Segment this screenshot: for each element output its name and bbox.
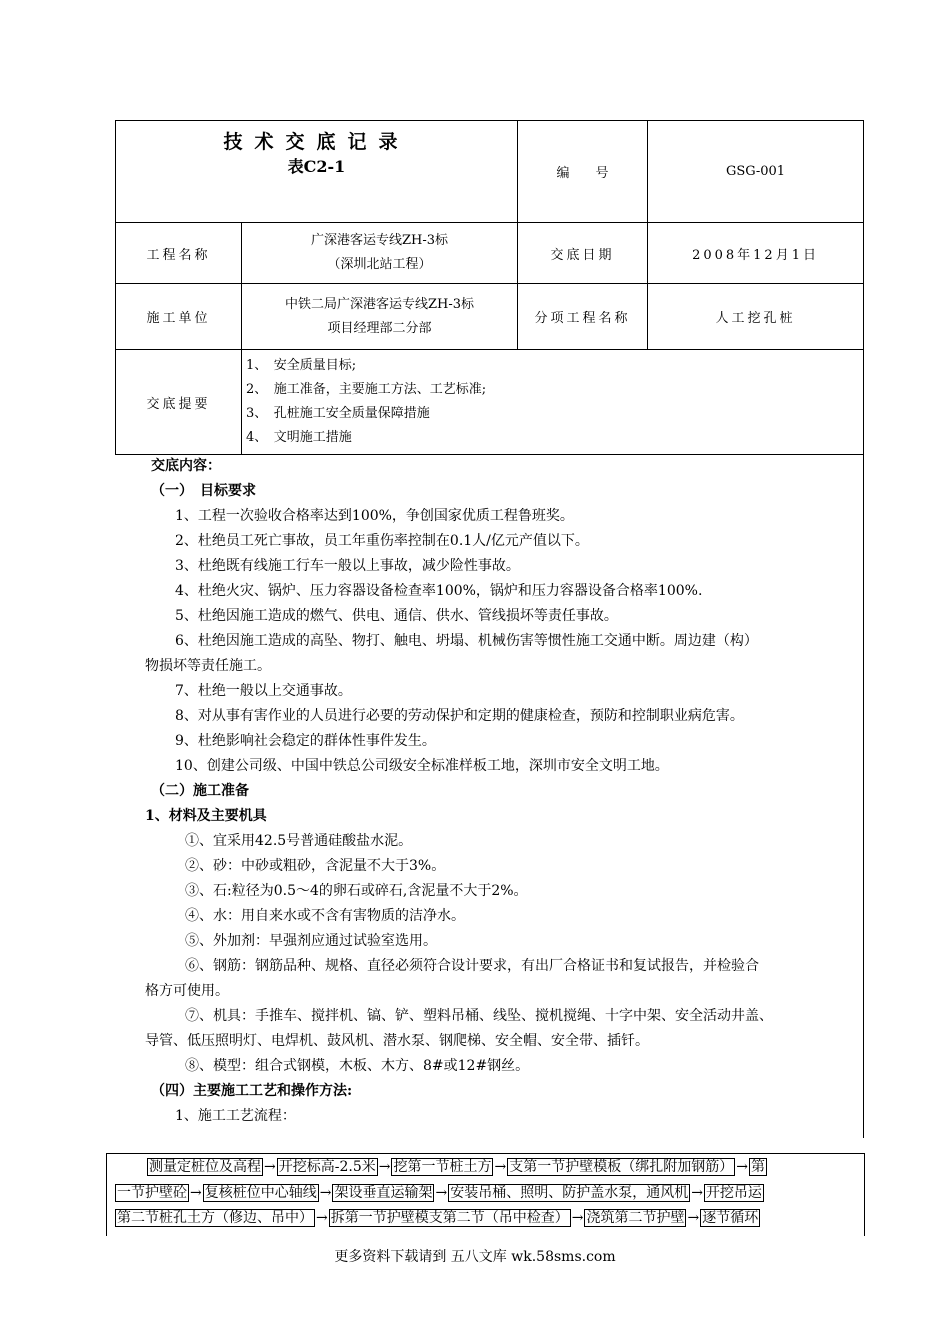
flow-step: 安装吊桶、照明、防护盖水泵，通风机	[450, 1185, 689, 1201]
arrow-icon: →	[378, 1159, 391, 1175]
material-item: ②、砂：中砂或粗砂，含泥量不大于3%。	[185, 858, 446, 874]
flow-step: 开挖标高-2.5米	[278, 1159, 376, 1175]
material-item: ③、石:粒径为0.5～4的卵石或碎石,含泥量不大于2%。	[185, 883, 528, 899]
goal-item: 7、杜绝一般以上交通事故。	[175, 683, 352, 699]
material-item: ⑦、机具：手推车、搅拌机、镐、铲、塑料吊桶、线坠、搅机搅绳、十字中架、安全活动井盖、	[185, 1008, 773, 1024]
material-item: ①、宜采用42.5号普通硅酸盐水泥。	[185, 833, 413, 849]
summary-item: 1、 安全质量目标;	[246, 358, 357, 373]
process-flow	[106, 1153, 865, 1236]
arrow-icon: →	[571, 1210, 584, 1226]
flow-step: 开挖吊运	[705, 1185, 762, 1201]
arrow-icon: →	[435, 1185, 448, 1201]
goal-item: 2、杜绝员工死亡事故，员工年重伤率控制在0.1人/亿元产值以下。	[175, 533, 589, 549]
disclosure-content	[115, 454, 864, 1138]
flow-step: 逐节循环	[702, 1210, 759, 1226]
goal-item: 6、杜绝因施工造成的高坠、物打、触电、坍塌、机械伤害等惯性施工交通中断。周边建（构）	[175, 633, 758, 649]
flow-row	[115, 1207, 760, 1231]
goal-item: 8、对从事有害作业的人员进行必要的劳动保护和定期的健康检查，预防和控制职业病危害。	[175, 708, 744, 724]
arrow-icon: →	[190, 1185, 202, 1201]
material-item: ⑥、钢筋：钢筋品种、规格、直径必须符合设计要求，有出厂合格证书和复试报告，并检验合	[185, 958, 759, 974]
flow-row	[115, 1182, 764, 1206]
flow-step: 第二节桩孔土方（修边、吊中）	[117, 1210, 313, 1226]
materials-heading: 1、材料及主要机具	[145, 808, 267, 824]
flow-row	[147, 1156, 767, 1180]
document-title: 技术交底记录	[223, 131, 410, 153]
summary-list	[242, 350, 864, 455]
flow-subheading: 1、施工工艺流程：	[175, 1108, 296, 1124]
flow-step: 支第一节护壁模板（绑扎附加钢筋）	[509, 1159, 734, 1175]
material-item-cont: 格方可使用。	[145, 983, 229, 999]
material-item: ⑧、模型：组合式钢模，木板、木方、8#或12#钢丝。	[185, 1058, 530, 1074]
arrow-icon: →	[316, 1210, 328, 1226]
flow-step: 复核桩位中心轴线	[204, 1185, 317, 1201]
header-table	[115, 120, 864, 455]
flow-step: 拆第一节护壁模支第二节（吊中检查）	[330, 1210, 569, 1226]
project-name-cell	[242, 223, 518, 284]
section-method-heading: （四）主要施工工艺和操作方法:	[151, 1083, 353, 1099]
arrow-icon: →	[319, 1185, 332, 1201]
unit-line2: 项目经理部二分部	[327, 320, 432, 336]
project-name-line1: 广深港客运专线ZH-3标	[310, 233, 449, 248]
goal-item: 1、工程一次验收合格率达到100%，争创国家优质工程鲁班奖。	[175, 508, 574, 524]
content-heading: 交底内容：	[151, 458, 221, 474]
footer-text: 更多资料下载请到 五八文库 wk.58sms.com	[334, 1249, 616, 1265]
date-label: 交底日期	[518, 223, 648, 284]
material-item-cont: 导管、低压照明灯、电焊机、鼓风机、潜水泵、钢爬梯、安全帽、安全带、插钎。	[145, 1033, 649, 1049]
unit-label: 施工单位	[116, 284, 242, 350]
flow-step: 第	[750, 1159, 765, 1175]
arrow-icon: →	[687, 1210, 700, 1226]
project-name-line2: （深圳北站工程）	[327, 257, 432, 272]
flow-step: 测量定桩位及高程	[149, 1159, 261, 1175]
section-prep-heading: （二）施工准备	[151, 783, 249, 799]
date-value: 2008年12月1日	[648, 223, 864, 284]
flow-step: 架设垂直运输架	[334, 1185, 433, 1201]
arrow-icon: →	[736, 1159, 748, 1175]
arrow-icon: →	[691, 1185, 703, 1201]
arrow-icon: →	[264, 1159, 276, 1175]
sub-project-label: 分项工程名称	[518, 284, 648, 350]
sub-project-value: 人工挖孔桩	[648, 284, 864, 350]
title-cell	[116, 121, 518, 223]
summary-item: 3、 孔桩施工安全质量保障措施	[246, 406, 430, 421]
arrow-icon: →	[494, 1159, 507, 1175]
goal-item: 3、杜绝既有线施工行车一般以上事故，减少险性事故。	[175, 558, 520, 574]
project-name-label: 工程名称	[116, 223, 242, 284]
unit-cell	[242, 284, 518, 350]
goal-item: 10、创建公司级、中国中铁总公司级安全标准样板工地，深圳市安全文明工地。	[175, 758, 669, 774]
unit-line1: 中铁二局广深港客运专线ZH-3标	[284, 296, 475, 312]
summary-label: 交底提要	[116, 350, 242, 455]
goal-item: 4、杜绝火灾、锅炉、压力容器设备检查率100%，锅炉和压力容器设备合格率100%.	[175, 583, 703, 599]
summary-item: 2、 施工准备，主要施工方法、工艺标准;	[246, 382, 487, 397]
code-value: GSG-001	[648, 121, 864, 223]
code-label: 编 号	[518, 121, 648, 223]
material-item: ④、水：用自来水或不含有害物质的洁净水。	[185, 908, 465, 924]
goal-item: 5、杜绝因施工造成的燃气、供电、通信、供水、管线损坏等责任事故。	[175, 608, 618, 624]
goal-item-cont: 物损坏等责任施工。	[145, 658, 271, 674]
material-item: ⑤、外加剂：早强剂应通过试验室选用。	[185, 933, 437, 949]
flow-step: 一节护壁砼	[117, 1185, 187, 1201]
flow-step: 挖第一节桩土方	[393, 1159, 492, 1175]
flow-step: 浇筑第二节护壁	[586, 1210, 685, 1226]
summary-item: 4、 文明施工措施	[246, 430, 352, 445]
table-number: 表C2-1	[287, 157, 346, 176]
goal-item: 9、杜绝影响社会稳定的群体性事件发生。	[175, 733, 436, 749]
section-goals-heading: （一） 目标要求	[151, 483, 256, 499]
